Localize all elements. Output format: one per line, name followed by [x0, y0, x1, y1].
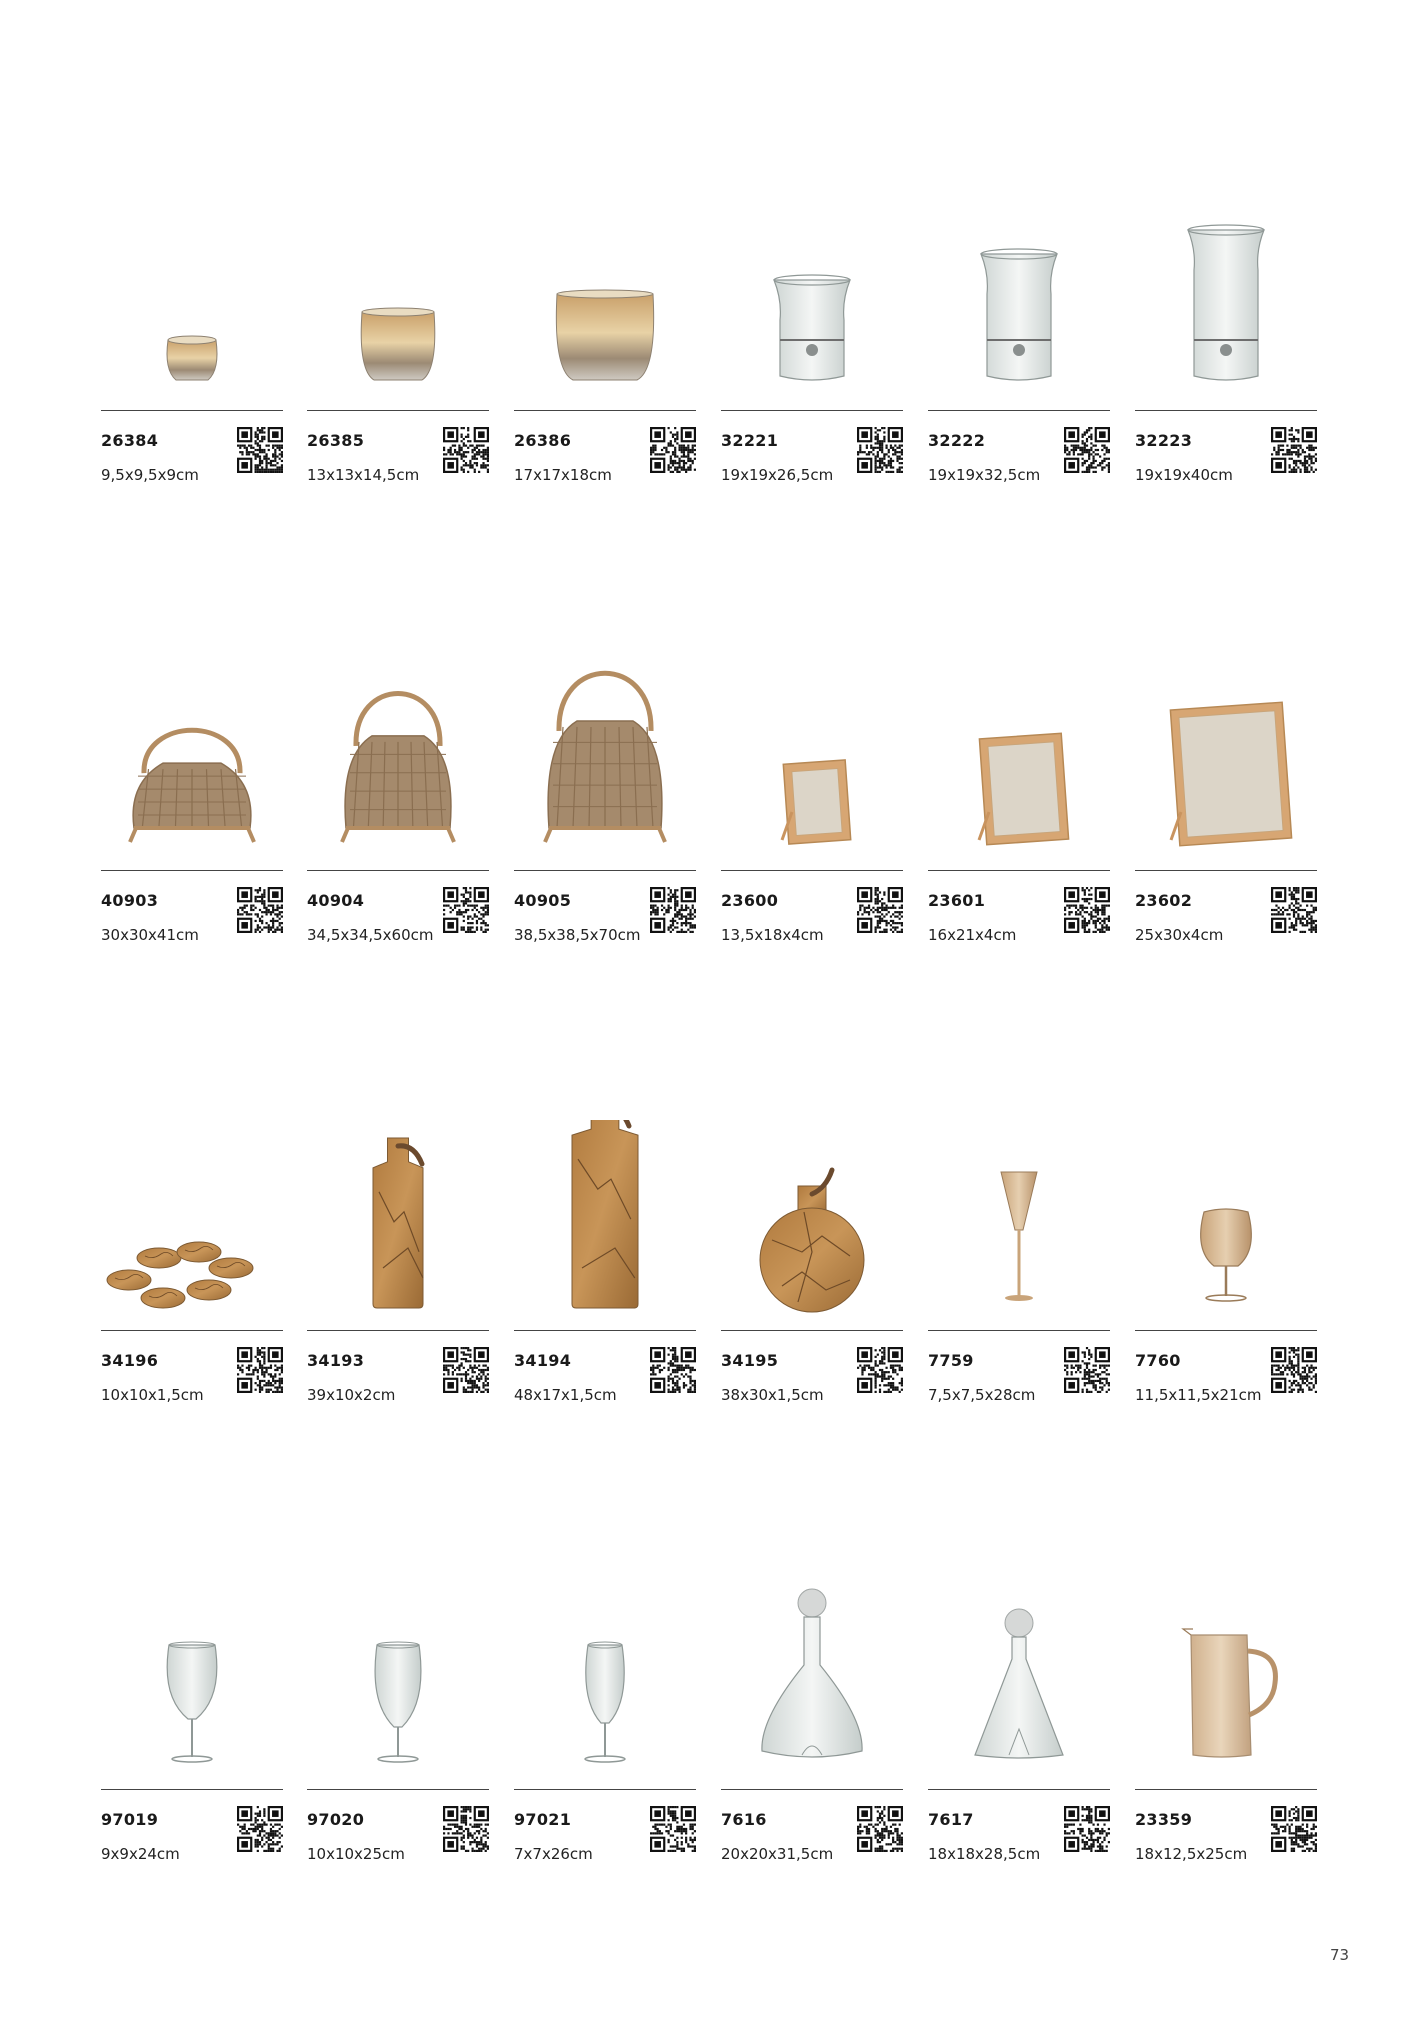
product-card	[101, 1579, 283, 2039]
product-dimensions: 16x21x4cm	[928, 926, 1017, 944]
product-code: 34193	[307, 1351, 365, 1370]
product-dimensions: 9x9x24cm	[101, 1845, 180, 1863]
product-dimensions: 13x13x14,5cm	[307, 466, 420, 484]
marble-board-long-icon	[514, 1120, 696, 1330]
product-dimensions: 10x10x25cm	[307, 1845, 405, 1863]
divider	[721, 410, 903, 411]
wine-glass-tall-icon	[307, 1579, 489, 1789]
qr-code-icon[interactable]	[443, 887, 489, 933]
product-card	[514, 660, 696, 1120]
product-code: 34195	[721, 1351, 779, 1370]
divider	[307, 870, 489, 871]
product-card	[1135, 660, 1317, 1120]
product-dimensions: 20x20x31,5cm	[721, 1845, 834, 1863]
product-card	[307, 1120, 489, 1580]
glass-decanter-wide-icon	[721, 1579, 903, 1789]
bamboo-lantern-large-icon	[514, 660, 696, 870]
product-dimensions: 18x12,5x25cm	[1135, 1845, 1248, 1863]
wine-glass-slim-icon	[514, 1579, 696, 1789]
glass-hurricane-small-icon	[721, 200, 903, 410]
wood-photo-frame-small-icon	[721, 660, 903, 870]
product-card	[721, 660, 903, 1120]
product-dimensions: 7x7x26cm	[514, 1845, 593, 1863]
divider	[928, 410, 1110, 411]
product-code: 7617	[928, 1810, 974, 1829]
product-dimensions: 19x19x40cm	[1135, 466, 1233, 484]
product-dimensions: 25x30x4cm	[1135, 926, 1224, 944]
product-dimensions: 9,5x9,5x9cm	[101, 466, 199, 484]
product-code: 23600	[721, 891, 779, 910]
gold-glass-votive-large-icon	[514, 200, 696, 410]
qr-code-icon[interactable]	[1064, 1806, 1110, 1852]
qr-code-icon[interactable]	[443, 427, 489, 473]
product-card	[514, 1579, 696, 2039]
product-code: 32223	[1135, 431, 1193, 450]
divider	[928, 1789, 1110, 1790]
product-dimensions: 19x19x32,5cm	[928, 466, 1041, 484]
product-code: 32222	[928, 431, 986, 450]
product-dimensions: 10x10x1,5cm	[101, 1386, 204, 1404]
product-code: 40905	[514, 891, 572, 910]
product-dimensions: 34,5x34,5x60cm	[307, 926, 434, 944]
divider	[101, 410, 283, 411]
gold-glass-votive-small-icon	[101, 200, 283, 410]
product-code: 26386	[514, 431, 572, 450]
divider	[101, 1789, 283, 1790]
qr-code-icon[interactable]	[650, 887, 696, 933]
divider	[721, 870, 903, 871]
divider	[514, 870, 696, 871]
qr-code-icon[interactable]	[1271, 887, 1317, 933]
product-card	[307, 660, 489, 1120]
product-code: 26384	[101, 431, 159, 450]
product-card	[928, 200, 1110, 660]
divider	[1135, 1789, 1317, 1790]
product-card	[101, 200, 283, 660]
product-card	[307, 1579, 489, 2039]
divider	[721, 1789, 903, 1790]
qr-code-icon[interactable]	[650, 427, 696, 473]
product-code: 40904	[307, 891, 365, 910]
qr-code-icon[interactable]	[857, 887, 903, 933]
product-code: 34194	[514, 1351, 572, 1370]
product-card	[928, 1120, 1110, 1580]
product-code: 23359	[1135, 1810, 1193, 1829]
qr-code-icon[interactable]	[443, 1806, 489, 1852]
qr-code-icon[interactable]	[237, 1347, 283, 1393]
qr-code-icon[interactable]	[1064, 427, 1110, 473]
wood-photo-frame-large-icon	[1135, 660, 1317, 870]
product-code: 23602	[1135, 891, 1193, 910]
product-dimensions: 30x30x41cm	[101, 926, 199, 944]
product-code: 97021	[514, 1810, 572, 1829]
product-card	[514, 200, 696, 660]
product-card	[928, 1579, 1110, 2039]
product-code: 97020	[307, 1810, 365, 1829]
divider	[928, 870, 1110, 871]
product-dimensions: 18x18x28,5cm	[928, 1845, 1041, 1863]
divider	[1135, 1330, 1317, 1331]
divider	[928, 1330, 1110, 1331]
product-code: 40903	[101, 891, 159, 910]
divider	[514, 1330, 696, 1331]
product-card	[928, 660, 1110, 1120]
marble-board-narrow-icon	[307, 1120, 489, 1330]
qr-code-icon[interactable]	[237, 427, 283, 473]
divider	[101, 870, 283, 871]
glass-hurricane-large-icon	[1135, 200, 1317, 410]
product-dimensions: 19x19x26,5cm	[721, 466, 834, 484]
glass-decanter-cone-icon	[928, 1579, 1110, 1789]
product-dimensions: 38,5x38,5x70cm	[514, 926, 641, 944]
qr-code-icon[interactable]	[1271, 1347, 1317, 1393]
qr-code-icon[interactable]	[237, 887, 283, 933]
divider	[514, 1789, 696, 1790]
page-number: 73	[1330, 1946, 1350, 1964]
product-dimensions: 48x17x1,5cm	[514, 1386, 617, 1404]
product-code: 7760	[1135, 1351, 1181, 1370]
product-dimensions: 11,5x11,5x21cm	[1135, 1386, 1262, 1404]
wood-photo-frame-medium-icon	[928, 660, 1110, 870]
product-card	[1135, 1579, 1317, 2039]
qr-code-icon[interactable]	[237, 1806, 283, 1852]
product-card	[721, 200, 903, 660]
product-code: 7759	[928, 1351, 974, 1370]
qr-code-icon[interactable]	[1271, 427, 1317, 473]
glass-hurricane-medium-icon	[928, 200, 1110, 410]
product-card	[101, 1120, 283, 1580]
product-card	[101, 660, 283, 1120]
product-code: 34196	[101, 1351, 159, 1370]
product-card	[514, 1120, 696, 1580]
qr-code-icon[interactable]	[1064, 887, 1110, 933]
product-dimensions: 39x10x2cm	[307, 1386, 396, 1404]
divider	[307, 1789, 489, 1790]
bamboo-lantern-medium-icon	[307, 660, 489, 870]
amber-glass-pitcher-icon	[1135, 1579, 1317, 1789]
divider	[1135, 410, 1317, 411]
qr-code-icon[interactable]	[857, 427, 903, 473]
product-card	[721, 1579, 903, 2039]
product-code: 26385	[307, 431, 365, 450]
qr-code-icon[interactable]	[1064, 1347, 1110, 1393]
qr-code-icon[interactable]	[857, 1806, 903, 1852]
qr-code-icon[interactable]	[857, 1347, 903, 1393]
product-code: 23601	[928, 891, 986, 910]
product-code: 7616	[721, 1810, 767, 1829]
marble-coasters-icon	[101, 1120, 283, 1330]
amber-champagne-flute-icon	[928, 1120, 1110, 1330]
divider	[307, 410, 489, 411]
divider	[307, 1330, 489, 1331]
marble-board-round-icon	[721, 1120, 903, 1330]
amber-wine-glass-icon	[1135, 1120, 1317, 1330]
qr-code-icon[interactable]	[1271, 1806, 1317, 1852]
gold-glass-votive-medium-icon	[307, 200, 489, 410]
product-card	[721, 1120, 903, 1580]
divider	[721, 1330, 903, 1331]
product-card	[307, 200, 489, 660]
bamboo-lantern-small-icon	[101, 660, 283, 870]
product-code: 97019	[101, 1810, 159, 1829]
product-card	[1135, 1120, 1317, 1580]
product-dimensions: 7,5x7,5x28cm	[928, 1386, 1036, 1404]
divider	[1135, 870, 1317, 871]
divider	[101, 1330, 283, 1331]
product-dimensions: 13,5x18x4cm	[721, 926, 824, 944]
wine-glass-icon	[101, 1579, 283, 1789]
product-card	[1135, 200, 1317, 660]
divider	[514, 410, 696, 411]
product-code: 32221	[721, 431, 779, 450]
product-dimensions: 17x17x18cm	[514, 466, 612, 484]
qr-code-icon[interactable]	[650, 1806, 696, 1852]
qr-code-icon[interactable]	[650, 1347, 696, 1393]
product-dimensions: 38x30x1,5cm	[721, 1386, 824, 1404]
qr-code-icon[interactable]	[443, 1347, 489, 1393]
